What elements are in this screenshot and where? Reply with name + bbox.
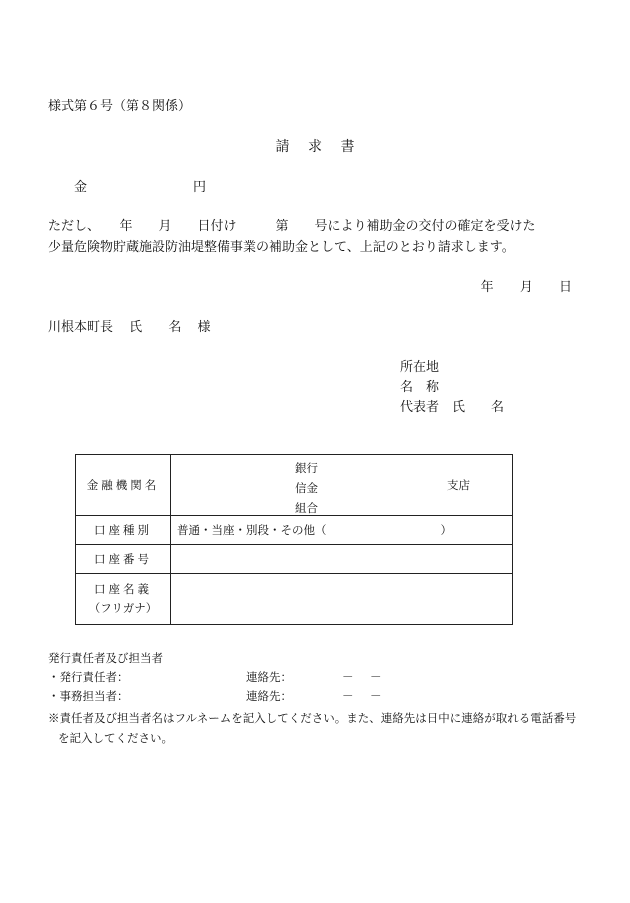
kind-bank: 銀行 (295, 461, 318, 475)
date-line (459, 276, 572, 295)
footer-note-1: ※責任者及び担当者名はフルネームを記入してください。また、連絡先は日中に連絡が取れる電話番号 (48, 711, 577, 725)
amount-label: 金 (74, 180, 88, 195)
addressee-title: 川根本町長 (48, 320, 114, 335)
account-number-cell (171, 545, 513, 574)
form-number: 様式第６号（第８関係） (48, 99, 192, 114)
date-year: 年 (480, 280, 494, 295)
date-day: 日 (558, 280, 572, 295)
account-name-label: 口座名義 (94, 582, 152, 596)
addressee (48, 316, 222, 335)
clerk-label: ・事務担当者： (48, 689, 129, 703)
issuer-contact-label: 連絡先： (246, 670, 292, 684)
title-char-1: 請 (275, 139, 290, 155)
account-type-options: 普通・当座・別段・その他（ (177, 523, 327, 537)
title-char-2: 求 (308, 139, 322, 155)
clerk-dash-2: － (370, 689, 382, 703)
kind-shinkin: 信金 (295, 481, 318, 495)
issuer-dash-1: － (342, 670, 354, 684)
account-name-kana: （フリガナ） (88, 601, 158, 615)
footer-note-2: を記入してください。 (58, 731, 173, 745)
footer-heading: 発行責任者及び担当者 (48, 651, 163, 665)
addressee-sama: 様 (197, 320, 211, 335)
body-line-2: 少量危険物貯蔵施設防油堤整備事業の補助金として、上記のとおり請求します。 (48, 240, 515, 255)
account-name-label-cell (76, 574, 171, 625)
issuer-line (48, 669, 468, 685)
branch-label: 支店 (447, 478, 470, 492)
document-title (0, 136, 630, 156)
kind-kumiai: 組合 (295, 501, 318, 515)
institution-label: 金融機関名 (76, 455, 171, 516)
clerk-dash-1: － (342, 689, 354, 703)
clerk-contact-label: 連絡先： (246, 689, 292, 703)
institution-kinds (295, 458, 318, 518)
title-char-3: 書 (340, 139, 355, 155)
bank-account-table (75, 454, 513, 625)
issuer-label: ・発行責任者： (48, 670, 129, 684)
account-type-close: ） (440, 523, 452, 537)
amount-unit: 円 (193, 180, 207, 195)
issuer-dash-2: － (370, 670, 382, 684)
sender-representative-label: 代表者 氏 名 (400, 400, 505, 415)
addressee-shi: 氏 (129, 320, 143, 335)
clerk-line (48, 688, 468, 704)
sender-name-label: 名 称 (400, 380, 440, 395)
account-type-label: 口座種別 (76, 516, 171, 545)
addressee-mei: 名 (168, 320, 182, 335)
account-number-label: 口座番号 (76, 545, 171, 574)
sender-address-label: 所在地 (400, 360, 440, 375)
account-type-cell (171, 516, 513, 545)
date-month: 月 (519, 280, 533, 295)
body-line-1: ただし、 年 月 日付け 第 号により補助金の交付の確定を受けた (48, 219, 536, 234)
account-name-cell (171, 574, 513, 625)
institution-cell (171, 455, 513, 516)
